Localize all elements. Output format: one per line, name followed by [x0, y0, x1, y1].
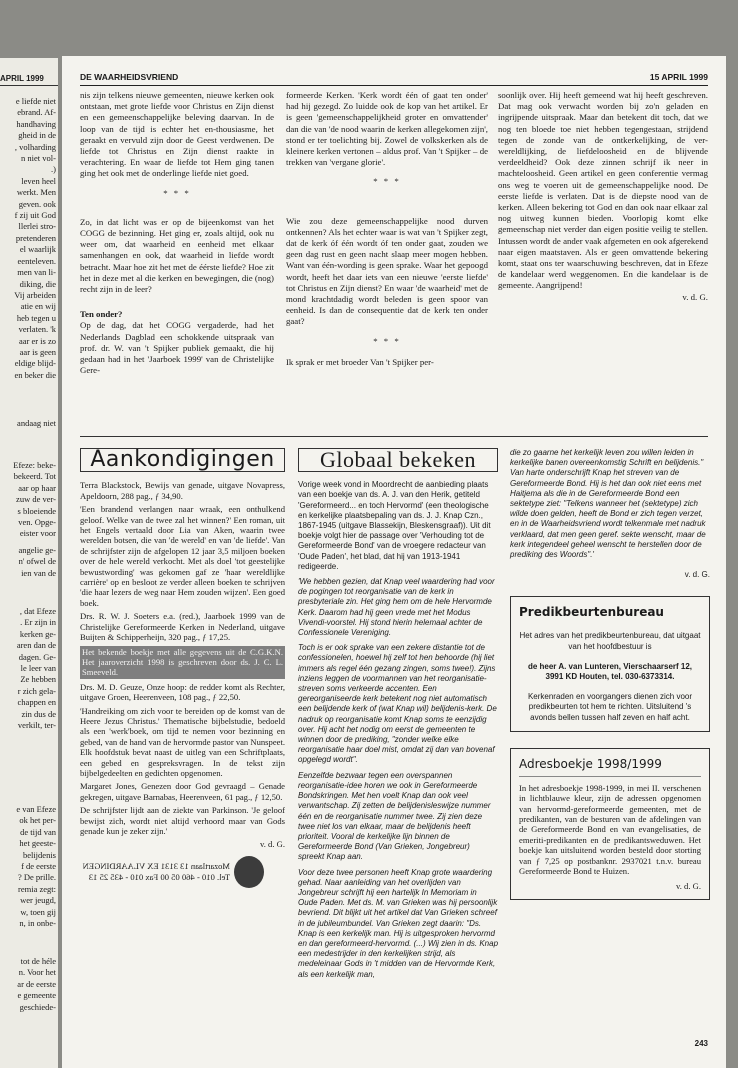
- left-text-block: , dat Efeze . Er zijn in kerken ge- aren dan de dagen. Ge- le leer van Ze hebben r zich gela- chappen en zin dus de verkilt, ter-: [16, 606, 56, 731]
- subheading: Ten onder?: [80, 309, 123, 320]
- author-signature: v. d. G.: [682, 291, 708, 302]
- publisher-logo-icon: [234, 856, 264, 888]
- book-entry: Margaret Jones, Genezen door God gevraagd – Genade gekregen, uitgave Barnabas, Heerenveen, 61 pag., ƒ 12,50.: [80, 781, 285, 802]
- page: [62, 56, 726, 1068]
- paragraph: Op de dag, dat het COGG vergaderde, had het Nederlands Dagblad een schokkende uitspraak van prof. dr. W. van 't Spijker publiek gemaakt, die hij gedaan had in het 'Jaarboek 1999' van de Christelijke Gere-: [80, 320, 274, 376]
- left-text-block: andaag niet: [17, 418, 56, 428]
- paragraph: formeerde Kerken. 'Kerk wordt één of gaat ten onder' had hij gezegd. Zo luidde ook de kop van het artikel. Er is geen 'gemeenschappelijkheid groter en omvattender' dan die van 'de nood waarin de kerken allegekomen zijn', stond er ter toelichting bij. Zowel de volkskerken als de kleinere kerken vertonen – aldus prof. Van 't Spijker – de trekken van 'vergane glorie'.: [286, 90, 488, 168]
- page-number: 243: [694, 1039, 708, 1048]
- book-review: Het bekende boekje met alle gegevens uit de C.G.K.N. Het jaaroverzicht 1998 is geschreven door ds. J. C. L. Smeeveld.: [82, 646, 283, 678]
- paragraph: Ik sprak er met broeder Van 't Spijker per-: [286, 356, 434, 367]
- paragraph: nis zijn telkens nieuwe gemeenten, nieuwe kerken ook ontstaan, met grote liefde voor Christus en Zijn dienst en een gemeenschappelijke beleving daarvan. In de loop van de tijd is echter het en-thousiasme, het geraakt en vervuld zijn door de Geest verdwenen. De liefde tot Christus en Zijn dienst raakte in verachtering. En waar de liefde tot Hem ging tanen ging het ook met de onderlinge liefde niet goed.: [80, 90, 274, 179]
- quote-paragraph: Van harte onderschrijft Knap het streven van de Gereformeerde Bond. Hij is het dan ook niet eens met Haitjema als die in de Gereformeerde Bond een sektetype ziet: "Telkens wanneer het (sektetype) zich wilde doen gelden, heeft de Bond er zich tegen verzet, en in de Waarheidsvriend wordt telkenmale met nadruk verklaard, dat men geen geref. sekte wenscht, maar de kerk integendeel geheel wenscht te herstellen door de prediking des Woords".': [510, 468, 706, 560]
- section-divider: * * *: [163, 187, 191, 198]
- left-page-strip: [0, 58, 58, 1068]
- mirrored-advert: [80, 856, 285, 888]
- box-text: In het adresboekje 1998-1999, in mei II. verschenen in lichtblauwe kleur, zijn de adressen opgenomen van hervormd-gereformeerde gemeenten, met de predikanten, van de besturen van de afdelingen van de Gereformeerde Bond en van evangelisaties, de emeriti-predikanten en de predikantsweduwen. Het boekje kan uitsluitend worden besteld door storting van ƒ 7,25 op postbanknr. 2937021 t.n.v. bureau Gereformeerde Bond te Huizen.: [519, 782, 701, 877]
- publication-title: DE WAARHEIDSVRIEND: [80, 72, 179, 82]
- predikbeurtenbureau-box: [510, 596, 710, 731]
- adresboekje-box: [510, 748, 710, 900]
- quote-paragraph: Voor deze twee personen heeft Knap grote waardering gehad. Naar aanleiding van het overlijden van Jongebreur schrijft hij een hartelijk In Memoriam in Oude Paden. Met ds. M. van Grieken was hij persoonlijk bevriend. Dit blijkt uit het artikel dat Van Grieken schreef in de jubileumbundel. Van Grieken zegt daarin: "Ds. Knap is een kerkelijk man. Hij is uitgesproken hervormd en dan gereformeerd-hervormd. (...) Wij zien in ds. Knap een medestrijder in den kerkelijken strijd, als medeleinaar Gods in 't midden van de Hervormde Kerk, als een kerkelijk man,: [298, 867, 499, 979]
- running-header: [80, 72, 708, 86]
- left-page-header: APRIL 1999: [0, 74, 58, 86]
- quote-paragraph: die zo gaarne het kerkelijk leven zou willen leiden in kerkelijke banen overeenkomstig Schrift en belijdenis.": [510, 448, 704, 468]
- contact-address: de heer A. van Lunteren, Vierschaarserf 12, 3991 KD Houten, tel. 030-6373314.: [527, 661, 693, 682]
- issue-date: 15 APRIL 1999: [649, 72, 708, 82]
- paragraph: Vorige week vond in Moordrecht de aanbieding plaats van een boekje van ds. A. J. van den Herik, getiteld 'Gereformeerd... en toch Hervormd' (een theologische en kerkelijke plaatsbepaling van ds. J. J. Knap Czn., 1867-1945 (uitgave Blassekijn, Bleskensgraaf)). Uit dit boekje volgt hier de passage over 'Verhouding tot de Gereformeerde Bond' van de vroegere redacteur van 'Oude Paden', het blad, dat hij van 1913-1941 redigeerde.: [298, 480, 491, 571]
- book-entry: Drs. M. D. Geuze, Onze hoop: de redder komt als Rechter, uitgave Groen, Heerenveen, 108 pag., ƒ 22,50.: [80, 681, 285, 703]
- book-entry: Terra Blackstock, Bewijs van genade, uitgave Novapress, Apeldoorn, 288 pag., ƒ 34,90.: [80, 480, 285, 501]
- article-column-1: [80, 90, 274, 376]
- left-text-block: tot de héle n. Voor het ar de eerste e gemeente geschiede-: [17, 956, 56, 1012]
- mirrored-address: Mozartlaan 13 3131 EX VLAARDINGEN Tel. 010 - 460 05 00 Fax 010 - 435 25 13: [82, 861, 230, 882]
- globaal-bekeken-section: [298, 448, 498, 985]
- box-intro: Het adres van het predikbeurtenbureau, dat uitgaat van het hoofdbestuur is: [519, 631, 701, 651]
- box-title: Predikbeurtenbureau: [519, 605, 664, 620]
- paragraph: soonlijk over. Hij heeft gemeend wat hij heeft geschreven. Dat mag ook verwacht worden bij zo'n geladen en ingrijpende uitspraak. Maar dan betekent dit toch, dat we nog ten bloede toe niet hebben tegengestaan, strijdend tegen de zonde van de ontkerkelijking, de ver-wereldlijking, de liefdeloosheid en de blijvende verdeeldheid? Ook deze zinnen schrijf ik neer in machteloosheid. Geen artikel en geen conferentie vermag ons weg te voeren uit de gemeenschappelijke nood. De eerste liefde is verlaten. Dat is de diepste nood van de kerken. Alleen bekering tot God en dan ook naar elkaar zal nog uitweg kunnen bieden. Voorlopig komt elke gemeenschap niet verder dan eigen positie veilig te stellen. Intussen wordt de ander vaak afgemeten en ook afgerekend naar eigen maatstaven. Als er geen omvattende bekering komt, staat ons ter waarschuwing beschreven, dat in Efeze de kandelaar werd weggenomen. En die kandelaar is de gemeente. Aangrijpend!: [498, 90, 708, 291]
- section-divider: * * *: [373, 335, 401, 346]
- left-text-block: angelie ge- n' ofwel de ien van de: [18, 545, 56, 578]
- left-text-block: Efeze: beke- bekeerd. Tot aar op haar zuw de ver- s bloeiende ven. Opge- eister voor: [13, 460, 56, 539]
- left-text-block: e van Efeze ok het per- de tijd van het geeste- belijdenis f de eerste ? De prille. remia zegt: wer jeugd, w, toen gij n, in onbe-: [16, 804, 56, 929]
- section-divider: * * *: [373, 176, 401, 187]
- globaal-title: Globaal bekeken: [298, 448, 498, 472]
- book-entry: Drs. R. W. J. Soeters e.a. (red.), Jaarboek 1999 van de Christelijke Gereformeerde Kerken in Nederland, uitgave Buijten & Schipperheijn, 320 pag., ƒ 17,25.: [80, 611, 285, 643]
- announcements-title: Aankondigingen: [80, 448, 285, 472]
- section-rule: [80, 436, 708, 437]
- box-note: Kerkenraden en voorgangers dienen zich voor predikbeurten tot hem te richten. Uitsluitend 's avonds bellen tussen half zeven en half acht.: [527, 692, 693, 722]
- author-signature: v. d. G.: [260, 839, 285, 850]
- quote-paragraph: 'We hebben gezien, dat Knap veel waardering had voor de pogingen tot reorganisatie van de kerk in presbyteriale zin. Het ging hem om de hele Hervormde Kerk. Daarom had hij geen vrede met het Modus Vivendi-voorstel. Hij stond hierin helemaal achter de Confessionele Vereniging.: [298, 577, 495, 638]
- quote-paragraph: Eenzelfde bezwaar tegen een overspannen reorganisatie-idee horen we ook in Gereformeerde Bondskringen. Met hen voelt Knap dan ook veel verwantschap. Zij zetten de belijdenisleswijze nummer één en de reorganisatie nummer twee. Zij zien deze twee niet los van elkaar, maar de belijdenis heeft prioriteit. Vooral de kerkelijke lijn binnen de Gereformeerde Bond (Van Grieken, Jongebreur) spreekt Knap aan.: [298, 770, 491, 862]
- announcements-section: [80, 448, 285, 888]
- paragraph: Wie zou deze gemeenschappelijke nood durven ontkennen? Als het echter waar is wat van 't Spijker zegt, dat de kerk óf één wordt óf ten onder gaat, zouden we geen dag rust en geen nacht slaap meer mogen hebben. Want van één-wording is geen sprake. Waar het gepoogd wordt, heeft het daar iets van een nieuwe 'eerste liefde' tot Christus en Zijn dienst? En waar 'de waarheid' met de mond krachtdadig wordt beleden is geen spoor van eenheid. Is dan de consequentie dat de kerk ten onder gaat?: [286, 215, 488, 327]
- quote-paragraph: Toch is er ook sprake van een zekere distantie tot de confessionelen, hoewel hij zelf tot hen behoorde (hij liet immers als regel één gezang zingen, soms twee!). Zijns inziens leggen de voormannen van het reorganisatie-streven soms verkeerde accenten. Een gereorganiseerde kerk betekent nog niet automatisch een belijdende kerk of (wat Knap wil) belijdenis-kerk. De nadruk op reorganisatie komt Knap soms te eenzijdig over. Hij acht het nodig om eerst de gemeenten te winnen door de prediking, "zonder welke elke reorganisatie haar doel mist, omdat zij dan van bovenaf opgelegd wordt".: [298, 643, 497, 765]
- right-column: [510, 448, 710, 900]
- paragraph: Zo, in dat licht was er op de bijeenkomst van het COGG de bezinning. Het ging er, zoals altijd, ook nu weer om, dat waarheid en eenheid met elkaar samenhangen en ook, dat waarheid in liefde wordt betracht. Maar hoe zit het met de éérste liefde? Hoe zit het in deze met al die kerken en bewegingen, die (nog) recht zijn in de leer?: [80, 216, 274, 295]
- box-title: Adresboekje 1998/1999: [519, 757, 701, 777]
- book-review: 'Een brandend verlangen naar wraak, een onthulkend geloof. Welke van de twee zal het winnen?' Een roman, uit het Engels vertaald door Lia van Aken, waarin twee werelden botsen, die van 'de wereld' en van 'de liefde'. Van de schrijfster zijn de afgelopen 12 jaar 3,5 miljoen boeken over de hele wereld verkocht. Met als doel 'tot geestelijke bewustwording' was gekomen gaf ze 'haar wereldlijke carrière' op en besloot ze verder alleen boeken te schrijven 'die haar lezers de weg naar Hem zouden wijzen'. Een goed boek.: [80, 504, 285, 608]
- author-signature: v. d. G.: [676, 880, 701, 891]
- left-text-block: e liefde niet ebrand. Af- handhaving gheid in de , volharding n niet vol- .) leven heel werkt. Men geven. ook f zij uit God llerlei stro- pretenderen el waarlijk eenteleven. men van li- diking, die Vij arbeiden atie en wij heb tegen u verlaten. 'k aar er is zo aar is geen eldige blijd- en beker die: [14, 96, 56, 380]
- author-signature: v. d. G.: [684, 570, 710, 580]
- article-column-3: [498, 90, 708, 303]
- article-column-2: [286, 90, 488, 368]
- book-review: 'Handreiking om zich voor te bereiden op de komst van de Heere Jezus Christus.' Thematische bijbelstudie, bedoeld als een 'werk'boek, om tijd te nemen voor bezinning en gebed, van de hand van de hervormde pastor van Nunspeet. Elk hoofdstuk bevat naast de uitleg van een Schriftplaats, een gebed en gespreksvragen. In de tekst zijn bijbelgedeelten en gedichten opgenomen.: [80, 705, 285, 778]
- book-review: De schrijfster lijdt aan de ziekte van Parkinson. 'Je geloof bewijst zich, wordt niet altijd verhoord maar van Gods genade kun je zeker zijn.': [80, 805, 285, 836]
